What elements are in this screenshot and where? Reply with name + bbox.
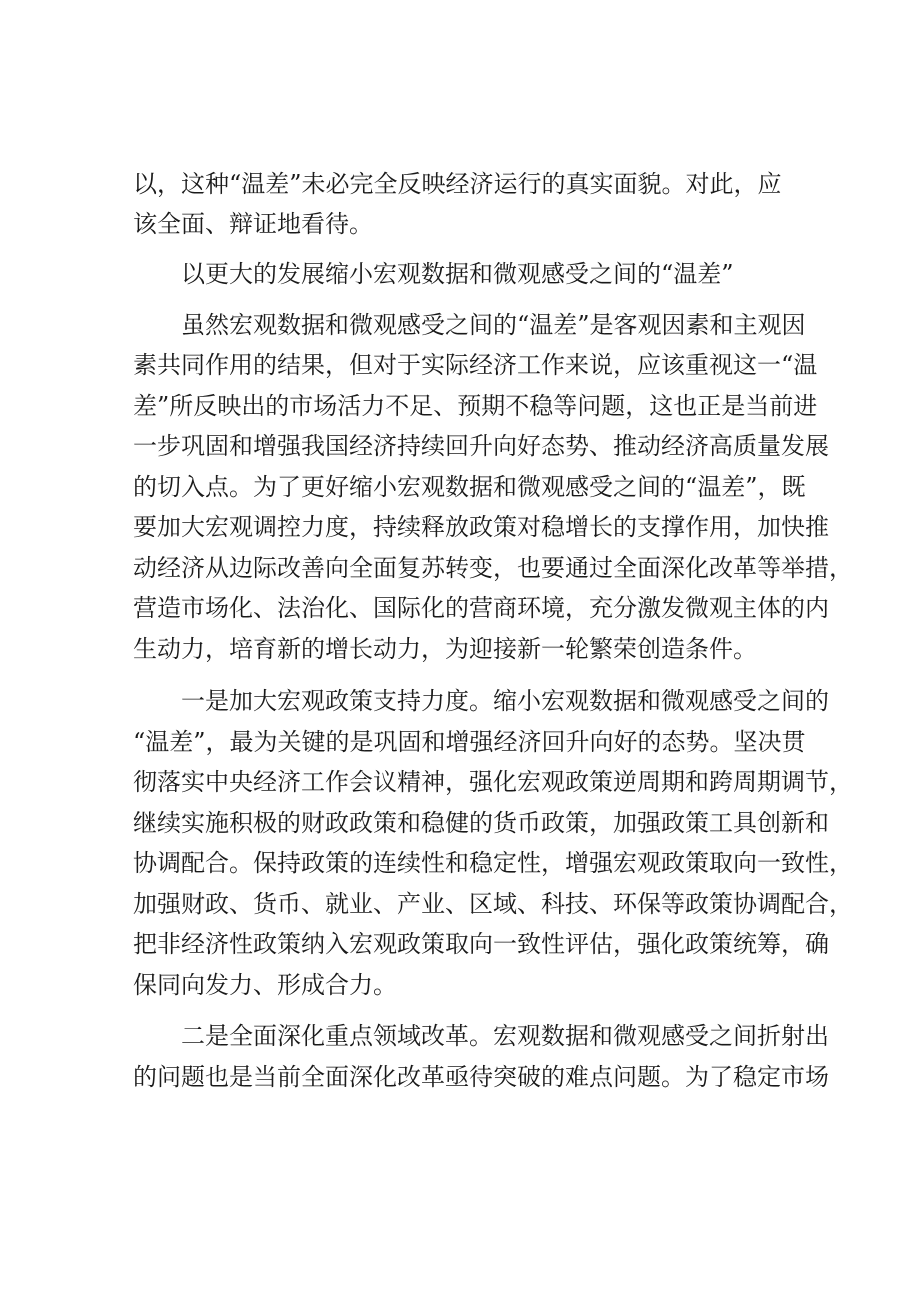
- text-line: 以，这种“温差”未必完全反映经济运行的真实面貌。对此，应: [133, 170, 782, 198]
- section-heading: 以更大的发展缩小宏观数据和微观感受之间的“温差”: [181, 260, 734, 288]
- text-line: 一是加大宏观政策支持力度。缩小宏观数据和微观感受之间的: [181, 687, 829, 715]
- text-line: 彻落实中央经济工作会议精神，强化宏观政策逆周期和跨周期调节，: [133, 768, 853, 796]
- text-line: 动经济从边际改善向全面复苏转变，也要通过全面深化改革等举措，: [133, 554, 853, 582]
- text-line: 协调配合。保持政策的连续性和稳定性，增强宏观政策取向一致性，: [133, 849, 853, 877]
- text-line: 营造市场化、法治化、国际化的营商环境，充分激发微观主体的内: [133, 594, 829, 622]
- text-line: 的切入点。为了更好缩小宏观数据和微观感受之间的“温差”，既: [133, 473, 806, 501]
- text-line: 加强财政、货币、就业、产业、区域、科技、环保等政策协调配合，: [133, 890, 853, 918]
- text-line: 该全面、辩证地看待。: [133, 210, 373, 238]
- text-line: 虽然宏观数据和微观感受之间的“温差”是客观因素和主观因: [181, 311, 806, 339]
- text-line: 把非经济性政策纳入宏观政策取向一致性评估，强化政策统筹，确: [133, 930, 829, 958]
- text-line: 差”所反映出的市场活力不足、预期不稳等问题，这也正是当前进: [133, 392, 818, 420]
- text-line: 素共同作用的结果，但对于实际经济工作来说，应该重视这一“温: [133, 351, 818, 379]
- text-line: 的问题也是当前全面深化改革亟待突破的难点问题。为了稳定市场: [133, 1063, 829, 1091]
- text-line: 生动力，培育新的增长动力，为迎接新一轮繁荣创造条件。: [133, 635, 757, 663]
- text-line: 二是全面深化重点领域改革。宏观数据和微观感受之间折射出: [181, 1022, 829, 1050]
- text-line: 继续实施积极的财政政策和稳健的货币政策，加强政策工具创新和: [133, 809, 829, 837]
- text-line: 要加大宏观调控力度，持续释放政策对稳增长的支撑作用，加快推: [133, 513, 829, 541]
- text-line: “温差”，最为关键的是巩固和增强经济回升向好的态势。坚决贯: [133, 728, 806, 756]
- text-line: 保同向发力、形成合力。: [133, 971, 397, 999]
- text-line: 一步巩固和增强我国经济持续回升向好态势、推动经济高质量发展: [133, 432, 829, 460]
